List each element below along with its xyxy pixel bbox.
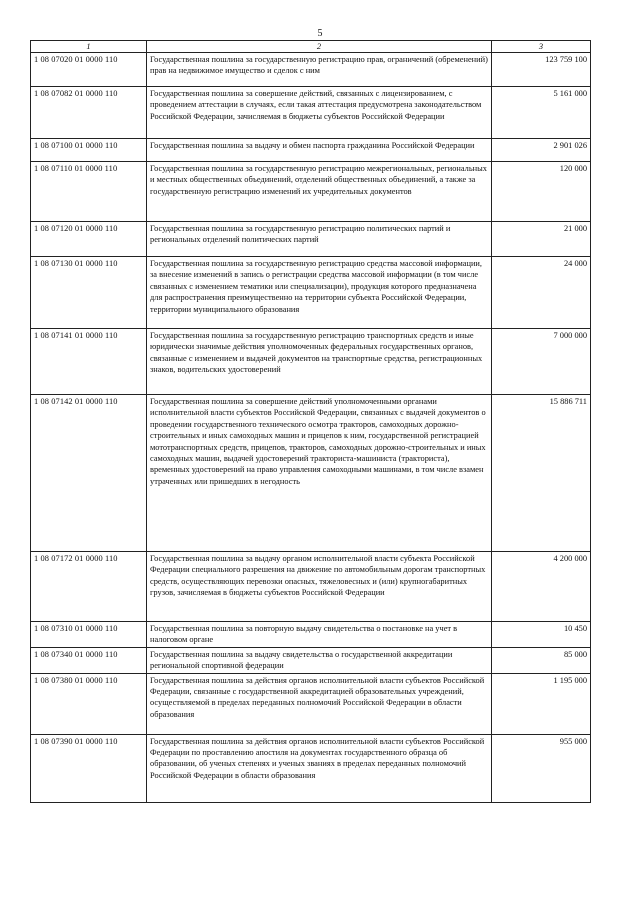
table-row — [31, 673, 591, 734]
amount-cell: 5 161 000 — [492, 87, 591, 139]
description-cell: Государственная пошлина за государственную регистрацию средства массовой информации, за внесение изменений в запись о регистрации средства массовой информации (в том числе связанных с изменением тематики или специализации), продукция которого предназначена для распространения преимущественно на территории субъекта Российской Федерации, территории муниципального образования — [147, 257, 492, 329]
amount-cell: 10 450 — [492, 622, 591, 648]
table-row — [31, 222, 591, 257]
table-row — [31, 329, 591, 395]
column-number-1: 1 — [31, 41, 147, 53]
table-row — [31, 162, 591, 222]
column-number-3: 3 — [492, 41, 591, 53]
description-cell: Государственная пошлина за выдачу и обмен паспорта гражданина Российской Федерации — [147, 139, 492, 162]
budget-code-cell: 1 08 07120 01 0000 110 — [31, 222, 147, 257]
column-number-2: 2 — [147, 41, 492, 53]
table-row — [31, 139, 591, 162]
budget-code-cell: 1 08 07020 01 0000 110 — [31, 53, 147, 87]
description-cell: Государственная пошлина за государственную регистрацию межрегиональных, региональных и местных общественных объединений, отделений общественных объединений, а также за государственную регистрацию изменений их учредительных документов — [147, 162, 492, 222]
table-row — [31, 395, 591, 552]
description-cell: Государственная пошлина за государственную регистрацию транспортных средств и иные юридически значимые действия уполномоченных федеральных государственных органов, связанные с изменением и выдачей документов на транспортные средства, регистрационных знаков, водительских удостоверений — [147, 329, 492, 395]
table-row — [31, 257, 591, 329]
description-cell: Государственная пошлина за выдачу органом исполнительной власти субъекта Российской Федерации специального разрешения на движение по автомобильным дорогам транспортных средств, осуществляющих перевозки опасных, тяжеловесных и (или) крупногабаритных грузов, зачисляемая в бюджеты субъектов Российской Федерации — [147, 552, 492, 622]
budget-code-cell: 1 08 07390 01 0000 110 — [31, 734, 147, 802]
table-row — [31, 734, 591, 802]
budget-code-cell: 1 08 07082 01 0000 110 — [31, 87, 147, 139]
description-cell: Государственная пошлина за действия органов исполнительной власти субъектов Российской Федерации, связанные с государственной аккредитацией образовательных учреждений, осуществляемой в пределах переданных полномочий Российской Федерации в области образования — [147, 673, 492, 734]
amount-cell: 123 759 100 — [492, 53, 591, 87]
amount-cell: 120 000 — [492, 162, 591, 222]
table-row — [31, 647, 591, 673]
description-cell: Государственная пошлина за государственную регистрацию прав, ограничений (обременений) прав на недвижимое имущество и сделок с ним — [147, 53, 492, 87]
description-cell: Государственная пошлина за повторную выдачу свидетельства о постановке на учет в налоговом органе — [147, 622, 492, 648]
description-cell: Государственная пошлина за совершение действий уполномоченными органами исполнительной власти субъектов Российской Федерации, связанных с выдачей документов о проведении государственного технического осмотра тракторов, самоходных дорожно-строительных и иных самоходных машин и прицепов к ним, государственной регистрацией мототранспортных средств, прицепов, тракторов, самоходных дорожно-строительных и иных самоходных машин, выдачей удостоверений тракториста-машиниста (тракториста), временных удостоверений на право управления самоходными машинами, в том числе взамен утраченных или пришедших в негодность — [147, 395, 492, 552]
amount-cell: 4 200 000 — [492, 552, 591, 622]
amount-cell: 24 000 — [492, 257, 591, 329]
budget-code-cell: 1 08 07310 01 0000 110 — [31, 622, 147, 648]
amount-cell: 7 000 000 — [492, 329, 591, 395]
column-number-row — [31, 41, 591, 53]
budget-code-cell: 1 08 07340 01 0000 110 — [31, 647, 147, 673]
table-row — [31, 622, 591, 648]
amount-cell: 21 000 — [492, 222, 591, 257]
revenue-table — [30, 40, 591, 803]
description-cell: Государственная пошлина за выдачу свидетельства о государственной аккредитации региональной спортивной федерации — [147, 647, 492, 673]
amount-cell: 85 000 — [492, 647, 591, 673]
budget-code-cell: 1 08 07142 01 0000 110 — [31, 395, 147, 552]
budget-code-cell: 1 08 07141 01 0000 110 — [31, 329, 147, 395]
description-cell: Государственная пошлина за совершение действий, связанных с лицензированием, с проведением аттестации в случаях, если такая аттестация предусмотрена законодательством Российской Федерации, зачисляемая в бюджеты субъектов Российской Федерации — [147, 87, 492, 139]
description-cell: Государственная пошлина за государственную регистрацию политических партий и региональных отделений политических партий — [147, 222, 492, 257]
table-row — [31, 87, 591, 139]
table-row — [31, 552, 591, 622]
budget-code-cell: 1 08 07380 01 0000 110 — [31, 673, 147, 734]
budget-code-cell: 1 08 07100 01 0000 110 — [31, 139, 147, 162]
amount-cell: 15 886 711 — [492, 395, 591, 552]
budget-code-cell: 1 08 07130 01 0000 110 — [31, 257, 147, 329]
page-number: 5 — [317, 28, 323, 39]
description-cell: Государственная пошлина за действия органов исполнительной власти субъектов Российской Федерации по проставлению апостиля на документах государственного образца об образовании, об ученых степенях и ученых званиях в пределах переданных полномочий Российской Федерации в области образования — [147, 734, 492, 802]
amount-cell: 955 000 — [492, 734, 591, 802]
budget-code-cell: 1 08 07110 01 0000 110 — [31, 162, 147, 222]
table-row — [31, 53, 591, 87]
budget-code-cell: 1 08 07172 01 0000 110 — [31, 552, 147, 622]
amount-cell: 1 195 000 — [492, 673, 591, 734]
amount-cell: 2 901 026 — [492, 139, 591, 162]
